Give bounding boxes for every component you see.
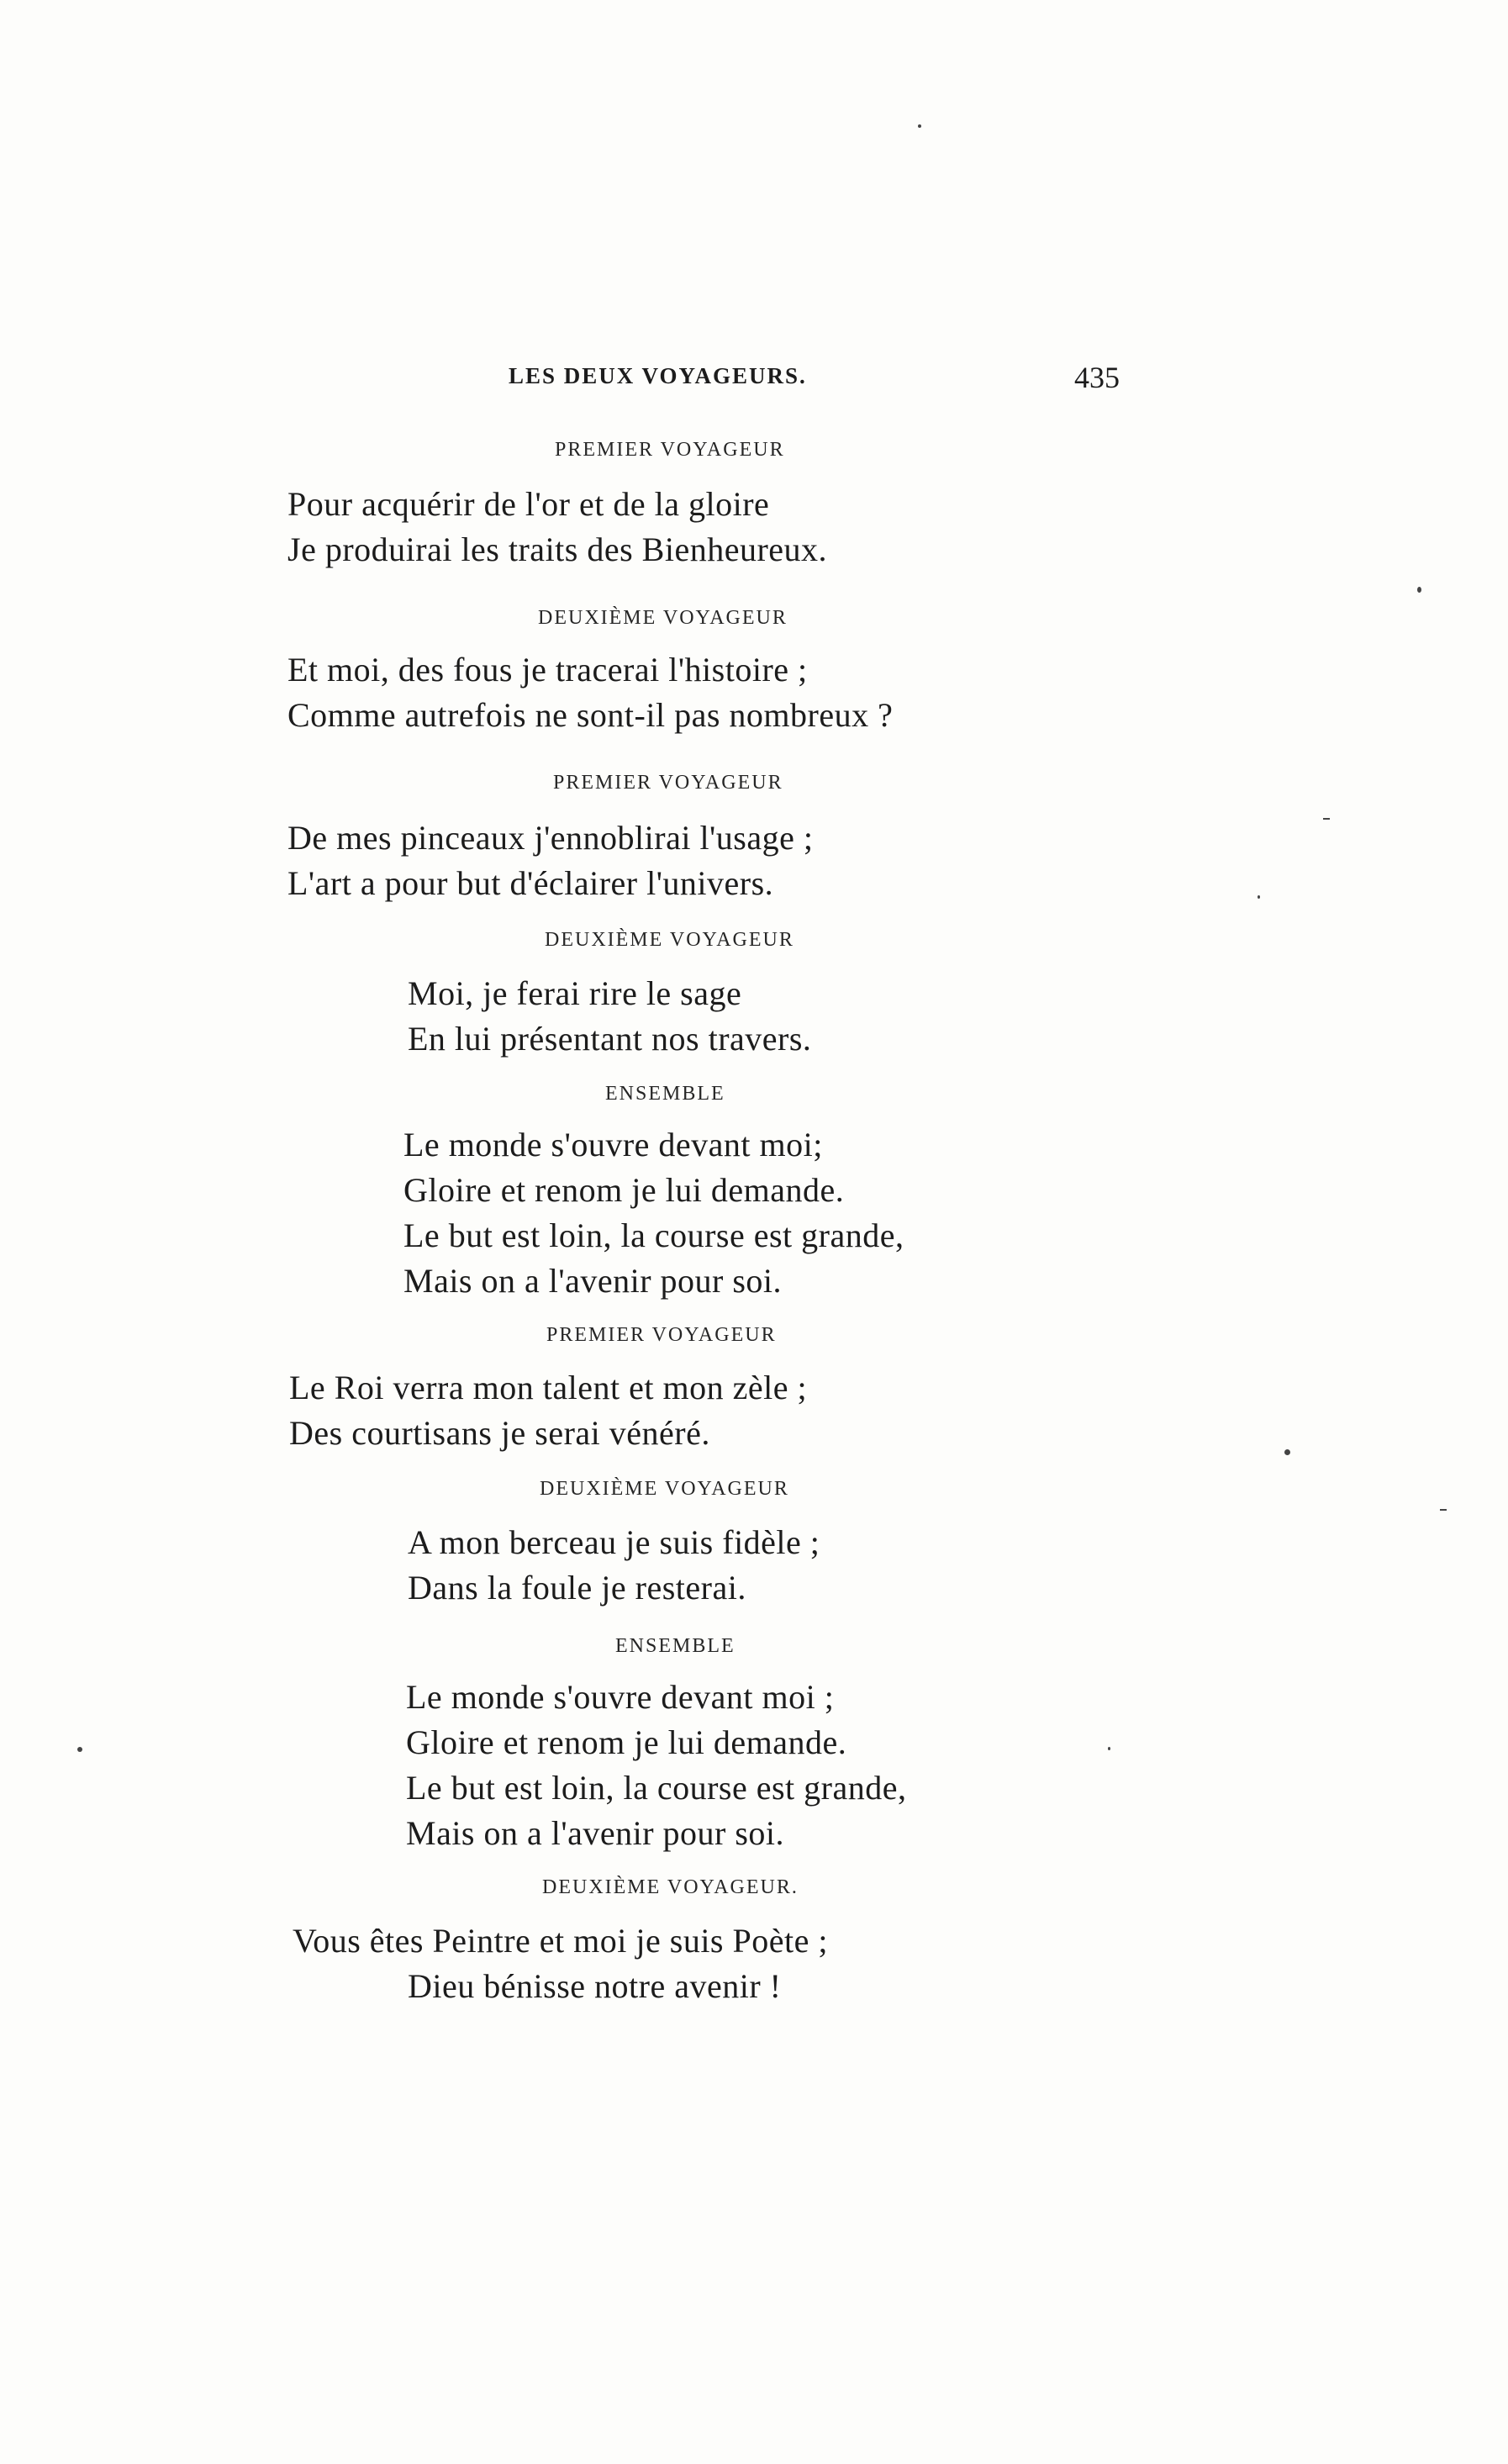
speaker-label: ENSEMBLE: [605, 1083, 725, 1105]
verse-line: De mes pinceaux j'ennoblirai l'usage ;: [287, 819, 814, 857]
speaker-label: ENSEMBLE: [615, 1635, 736, 1657]
scan-speck: [1323, 818, 1330, 820]
speaker-label: DEUXIÈME VOYAGEUR: [540, 1478, 789, 1500]
verse-line: Le monde s'ouvre devant moi ;: [406, 1678, 835, 1716]
scan-speck: [1258, 895, 1260, 899]
speaker-label: DEUXIÈME VOYAGEUR: [538, 607, 788, 629]
stanza: [289, 1365, 807, 1456]
speaker-label: DEUXIÈME VOYAGEUR: [545, 929, 794, 951]
stanza: [403, 1122, 904, 1304]
speaker-label: DEUXIÈME VOYAGEUR.: [542, 1876, 799, 1898]
verse-line: Et moi, des fous je tracerai l'histoire ;: [287, 651, 808, 689]
scan-speck: [77, 1747, 82, 1752]
scan-speck: [1108, 1747, 1110, 1750]
verse-line: Le but est loin, la course est grande,: [403, 1216, 904, 1254]
verse-line: L'art a pour but d'éclairer l'univers.: [287, 864, 774, 902]
speaker-label: PREMIER VOYAGEUR: [553, 772, 783, 794]
verse-line: Comme autrefois ne sont-il pas nombreux ?: [287, 696, 894, 734]
verse-line: Pour acquérir de l'or et de la gloire: [287, 485, 770, 523]
verse-line: Moi, je ferai rire le sage: [408, 974, 742, 1012]
verse-line: Le but est loin, la course est grande,: [406, 1769, 907, 1807]
page-number: 435: [1074, 361, 1120, 394]
verse-line: A mon berceau je suis fidèle ;: [408, 1523, 820, 1561]
verse-line: Dieu bénisse notre avenir !: [408, 1967, 782, 2005]
running-title: LES DEUX VOYAGEURS.: [509, 363, 807, 388]
stanza: [406, 1675, 906, 1856]
verse-line: Le Roi verra mon talent et mon zèle ;: [289, 1369, 808, 1406]
speaker-label: PREMIER VOYAGEUR: [555, 439, 785, 461]
verse-line: En lui présentant nos travers.: [408, 1020, 812, 1058]
verse-line: Le monde s'ouvre devant moi;: [403, 1126, 823, 1163]
stanza: [287, 815, 813, 906]
verse-line: Je produirai les traits des Bienheureux.: [287, 530, 828, 568]
verse-line: Des courtisans je serai vénéré.: [289, 1414, 710, 1452]
verse-line: Mais on a l'avenir pour soi.: [406, 1814, 785, 1852]
stanza: [287, 647, 893, 738]
scan-speck: [1440, 1509, 1447, 1511]
verse-line: Gloire et renom je lui demande.: [403, 1171, 845, 1209]
scan-speck: [1417, 587, 1421, 593]
stanza: [408, 1520, 820, 1611]
scan-speck: [1284, 1449, 1290, 1455]
verse-line: Mais on a l'avenir pour soi.: [403, 1262, 783, 1300]
scan-speck: [918, 124, 921, 128]
stanza: [293, 1918, 828, 2009]
speaker-label: PREMIER VOYAGEUR: [546, 1324, 777, 1346]
stanza: [408, 971, 811, 1062]
verse-line: Gloire et renom je lui demande.: [406, 1723, 847, 1761]
verse-line: Dans la foule je resterai.: [408, 1569, 746, 1607]
stanza: [287, 482, 827, 572]
verse-line: Vous êtes Peintre et moi je suis Poète ;: [293, 1922, 828, 1960]
